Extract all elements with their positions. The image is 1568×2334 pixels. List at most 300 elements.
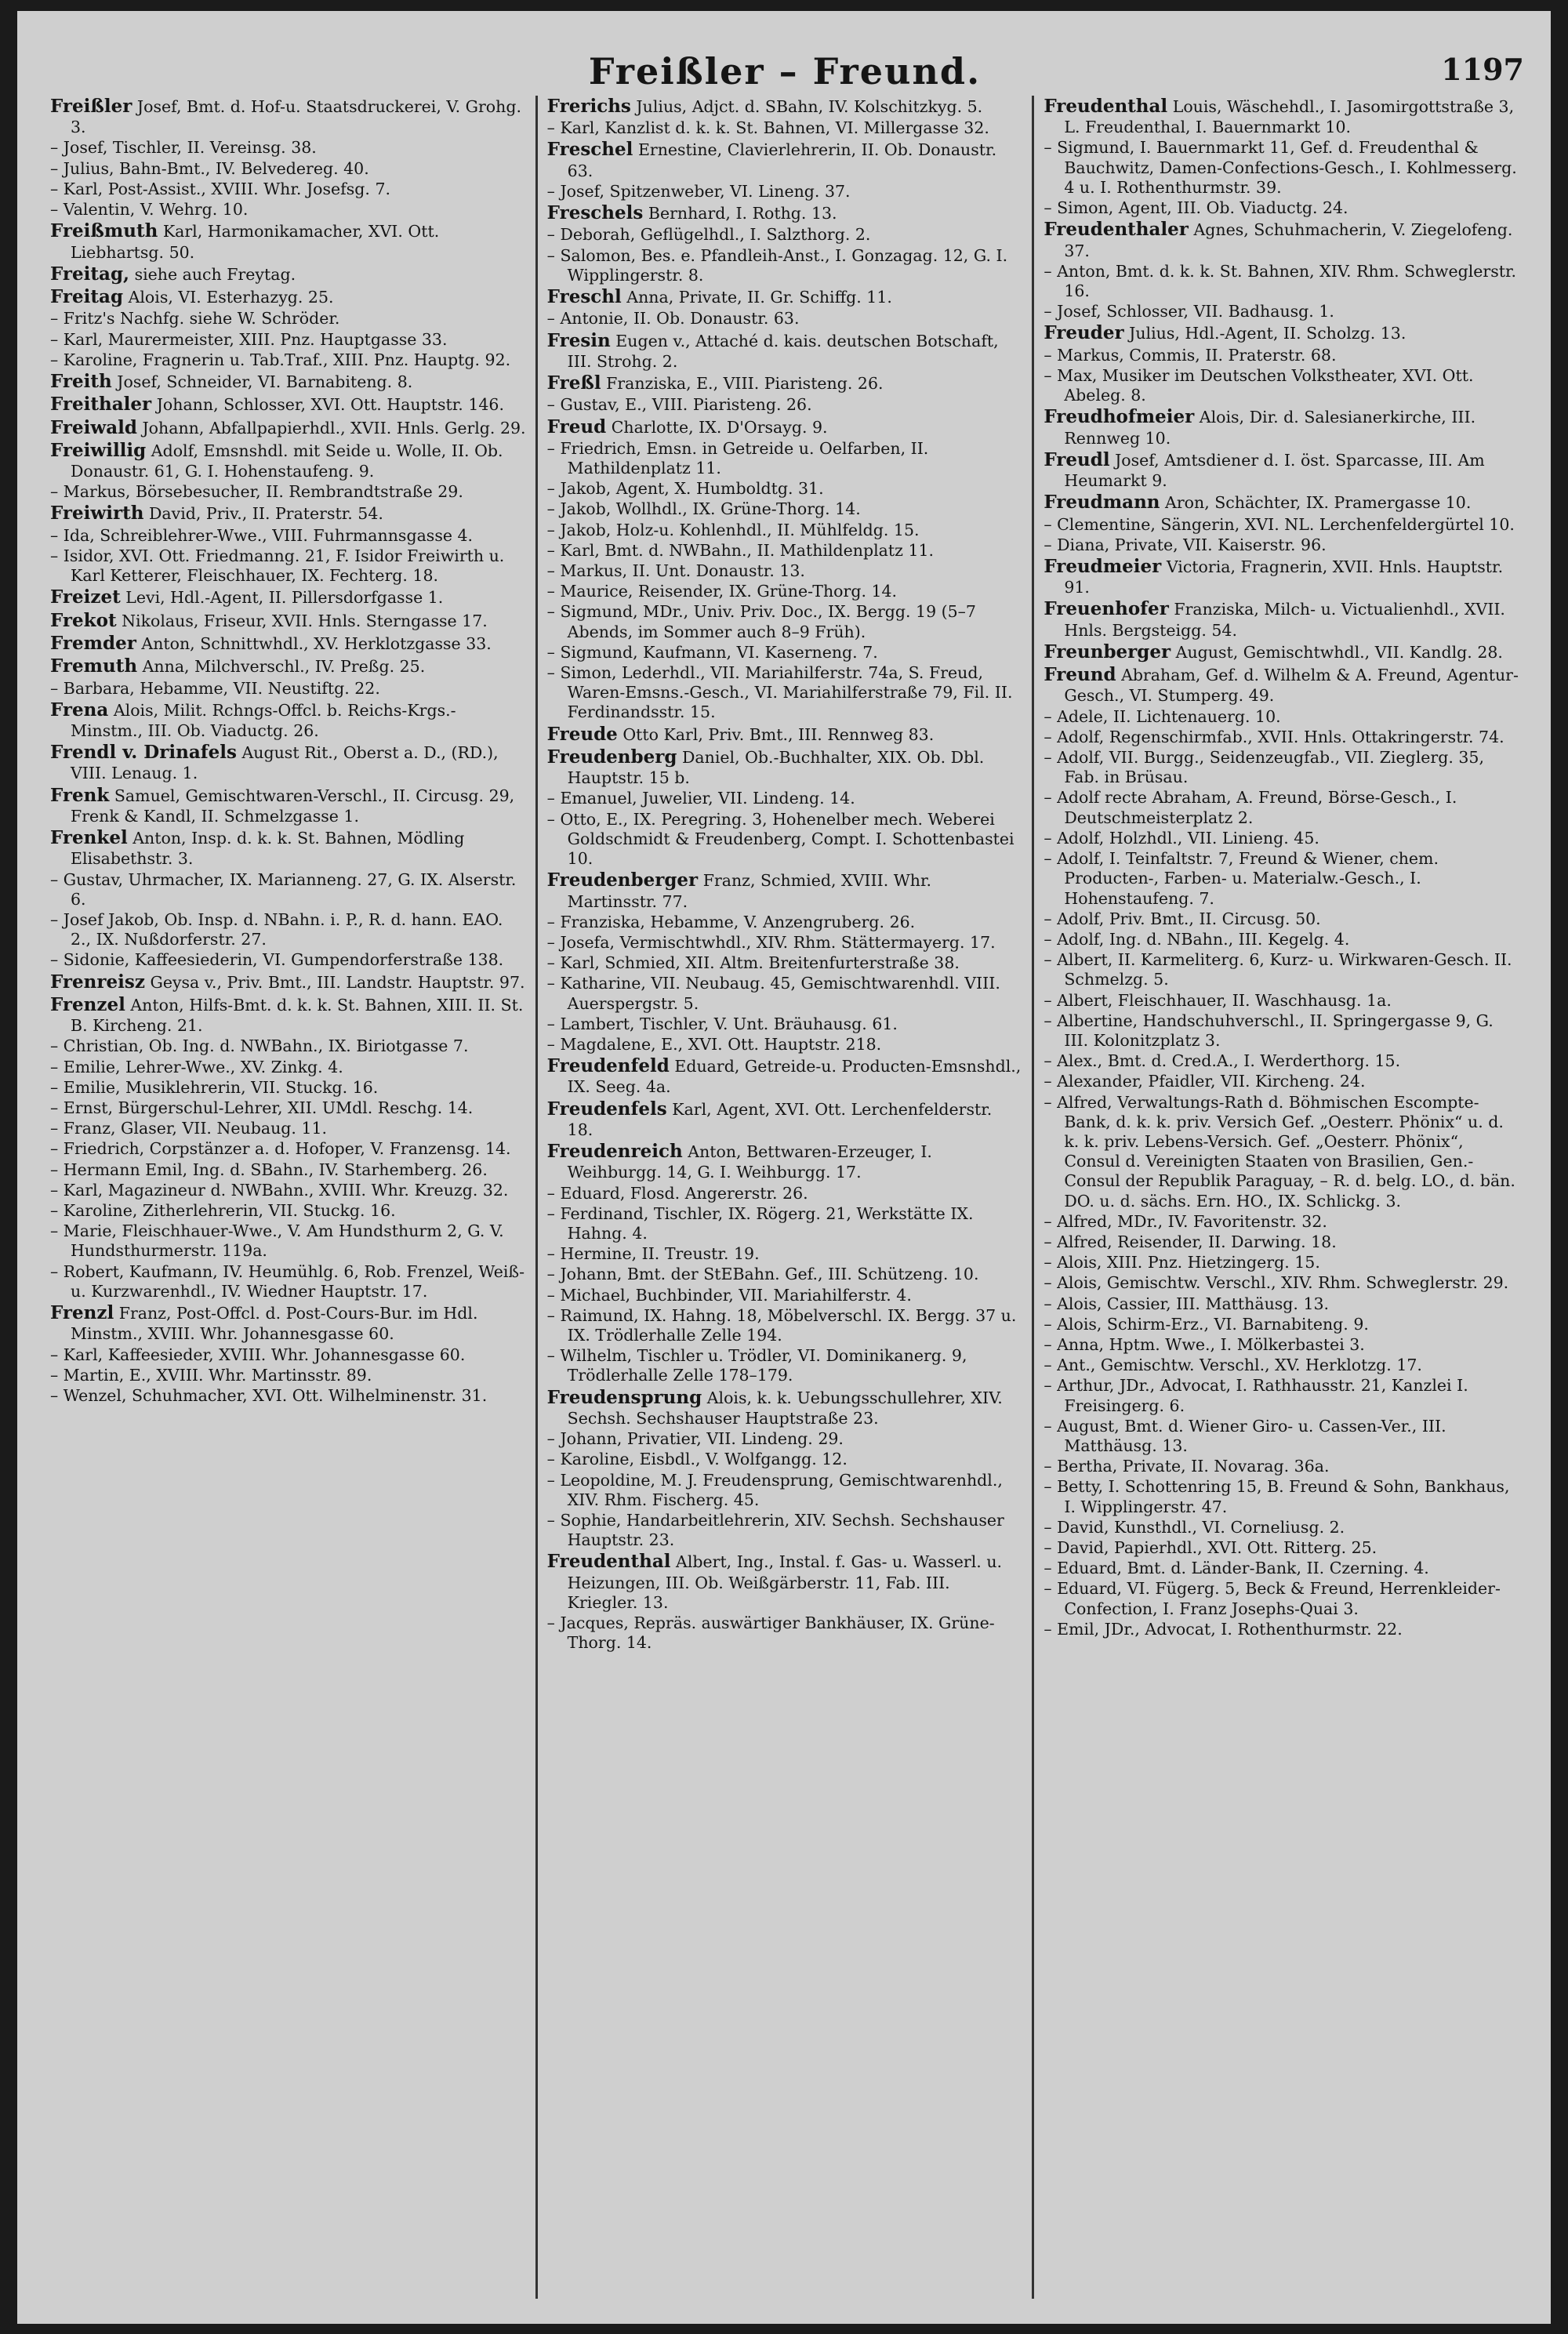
entry-details: – Franziska, Hebamme, V. Anzengruberg. 26. <box>546 912 916 931</box>
directory-entry <box>1044 366 1519 405</box>
entry-details: – Martin, E., XVIII. Whr. Martinsstr. 89. <box>50 1365 372 1385</box>
entry-details: – Maurice, Reisender, IX. Grüne-Thorg. 14. <box>546 582 898 601</box>
entry-details: Agnes, Schuhmacherin, V. Ziegelofeng. 37. <box>1064 220 1513 260</box>
directory-entry <box>50 1262 526 1301</box>
directory-entry <box>1044 449 1519 491</box>
entry-surname: Frenk <box>50 784 110 806</box>
directory-entry <box>547 479 1023 499</box>
directory-entry <box>1044 991 1519 1011</box>
directory-entry <box>547 439 1023 478</box>
directory-entry <box>1044 748 1519 787</box>
entry-details: – Adolf, VII. Burgg., Seidenzeugfab., VII. Zieglerg. 35, Fab. in Brüsau. <box>1044 748 1484 787</box>
entry-surname: Freißler <box>50 96 132 117</box>
entry-details: Geysa v., Priv. Bmt., III. Landstr. Hauptstr. 97. <box>150 972 525 992</box>
entry-surname: Freiwillig <box>50 439 147 461</box>
entry-surname: Freschl <box>546 286 622 308</box>
entry-details: Samuel, Gemischtwaren-Verschl., II. Circusg. 29, Frenk & Kandl, II. Schmelzgasse 1. <box>71 786 515 826</box>
directory-entry <box>547 1551 1023 1613</box>
entry-details: – Lambert, Tischler, V. Unt. Bräuhausg. 61. <box>546 1014 898 1033</box>
entry-details: – Emil, JDr., Advocat, I. Rothenthurmstr. 22. <box>1044 1619 1403 1639</box>
entry-details: Anna, Milchverschl., IV. Preßg. 25. <box>142 657 426 677</box>
directory-entry <box>547 286 1023 308</box>
directory-entry <box>50 633 526 655</box>
entry-details: – Josef, Schlosser, VII. Badhausg. 1. <box>1044 302 1334 321</box>
entry-details: – Josef, Tischler, II. Vereinsg. 38. <box>50 138 317 158</box>
entry-surname: Frenzl <box>50 1302 114 1324</box>
entry-details: Franziska, E., VIII. Piaristeng. 26. <box>606 374 884 394</box>
entry-details: – Karl, Kaffeesieder, XVIII. Whr. Johannesgasse 60. <box>50 1345 466 1364</box>
directory-entry <box>50 1181 526 1200</box>
entry-details: – Diana, Private, VII. Kaiserstr. 96. <box>1044 535 1327 554</box>
entry-details: – Christian, Ob. Ing. d. NWBahn., IX. Biriotgasse 7. <box>50 1036 469 1056</box>
directory-entry <box>547 1286 1023 1305</box>
directory-entry <box>1044 728 1519 747</box>
directory-entry <box>50 1058 526 1077</box>
directory-entry <box>547 724 1023 746</box>
directory-entry <box>50 870 526 909</box>
entry-details: – Gustav, E., VIII. Piaristeng. 26. <box>546 395 812 415</box>
entry-details: – Albertine, Handschuhverschl., II. Springergasse 9, G. III. Kolonitzplatz 3. <box>1044 1011 1494 1050</box>
entry-details: – Hermine, II. Treustr. 19. <box>546 1244 760 1264</box>
entry-details: – Adele, II. Lichtenauerg. 10. <box>1044 706 1281 726</box>
entry-details: – Markus, Commis, II. Praterstr. 68. <box>1044 345 1337 365</box>
column-3 <box>1032 96 1529 2299</box>
entry-details: – August, Bmt. d. Wiener Giro- u. Cassen-Ver., III. Matthäusg. 13. <box>1044 1416 1446 1455</box>
entry-details: – David, Papierhdl., XVI. Ott. Ritterg. 25. <box>1044 1538 1377 1557</box>
directory-entry <box>1044 1559 1519 1578</box>
entry-details: – Josef, Spitzenweber, VI. Lineng. 37. <box>546 181 851 201</box>
entry-details: siehe auch Freytag. <box>134 264 296 284</box>
directory-entry <box>1044 302 1519 321</box>
entry-details: – Deborah, Geflügelhdl., I. Salzthorg. 2. <box>546 225 871 245</box>
directory-entry <box>50 1366 526 1385</box>
entry-details: Bernhard, I. Rothg. 13. <box>648 204 837 223</box>
directory-entry <box>1044 1335 1519 1355</box>
entry-details: Johann, Schlosser, XVI. Ott. Hauptstr. 146. <box>156 395 504 415</box>
entry-details: Alois, Dir. d. Salesianerkirche, III. Rennweg 10. <box>1064 408 1476 448</box>
entry-surname: Freunberger <box>1044 641 1171 662</box>
entry-details: – Eduard, VI. Fügerg. 5, Beck & Freund, Herrenkleider-Confection, I. Franz Josephs-Quai 3. <box>1044 1579 1501 1618</box>
entry-details: – Emilie, Musiklehrerin, VII. Stuckg. 16. <box>50 1077 379 1097</box>
entry-details: Louis, Wäschehdl., I. Jasomirgottstraße 3, L. Freudenthal, I. Bauernmarkt 10. <box>1064 97 1515 137</box>
directory-entry <box>50 159 526 179</box>
directory-entry <box>1044 1093 1519 1211</box>
directory-entry <box>547 182 1023 201</box>
entry-surname: Fremuth <box>50 655 138 677</box>
entry-details: Nikolaus, Friseur, XVII. Hnls. Sterngasse 17. <box>122 611 488 630</box>
directory-entry <box>50 827 526 869</box>
directory-entry <box>1044 1538 1519 1558</box>
directory-entry <box>1044 598 1519 640</box>
directory-entry <box>1044 556 1519 597</box>
entry-details: Anton, Insp. d. k. k. St. Bahnen, Mödling Elisabethstr. 3. <box>71 829 465 869</box>
entry-details: – Adolf recte Abraham, A. Freund, Börse-Gesch., I. Deutschmeisterplatz 2. <box>1044 788 1457 827</box>
entry-details: Ernestine, Clavierlehrerin, II. Ob. Donaustr. 63. <box>567 140 997 180</box>
entry-details: – Josef Jakob, Ob. Insp. d. NBahn. i. P., R. d. hann. EAO. 2., IX. Nußdorferstr. 27. <box>50 910 503 949</box>
directory-entry <box>547 869 1023 911</box>
entry-surname: Fremder <box>50 632 136 654</box>
directory-entry <box>50 180 526 199</box>
entry-details: August Rit., Oberst a. D., (RD.), VIII. Lenaug. 1. <box>71 743 499 783</box>
entry-details: – Katharine, VII. Neubaug. 45, Gemischtwarenhdl. VIII. Auerspergstr. 5. <box>546 974 1000 1013</box>
entry-details: – Alois, Gemischtw. Verschl., XIV. Rhm. Schweglerstr. 29. <box>1044 1273 1509 1293</box>
entry-details: – Alois, XIII. Pnz. Hietzingerg. 15. <box>1044 1253 1320 1272</box>
entry-details: Adolf, Emsnshdl. mit Seide u. Wolle, II. Ob. Donaustr. 61, G. I. Hohenstaufeng. 9. <box>71 441 503 481</box>
directory-entry <box>547 1265 1023 1284</box>
directory-entry <box>50 350 526 370</box>
entry-details: – Sigmund, Kaufmann, VI. Kaserneng. 7. <box>546 642 878 662</box>
directory-entry <box>50 200 526 220</box>
entry-details: – Betty, I. Schottenring 15, B. Freund & Sohn, Bankhaus, I. Wipplingerstr. 47. <box>1044 1477 1510 1516</box>
entry-surname: Freudhofmeier <box>1044 406 1195 428</box>
directory-entry <box>1044 1315 1519 1334</box>
directory-entry <box>1044 1051 1519 1071</box>
entry-surname: Freuder <box>1044 322 1124 344</box>
entry-details: – Friedrich, Emsn. in Getreide u. Oelfarben, II. Mathildenplatz 11. <box>546 438 929 477</box>
directory-entry <box>547 499 1023 519</box>
entry-surname: Freschel <box>546 139 633 161</box>
column-2 <box>535 96 1033 2299</box>
directory-entry <box>50 586 526 608</box>
entry-surname: Frendl v. Drinafels <box>50 742 237 764</box>
entry-details: – Johann, Bmt. der StEBahn. Gef., III. Schützeng. 10. <box>546 1265 979 1284</box>
directory-entry <box>50 1201 526 1221</box>
entry-surname: Fresin <box>546 329 611 351</box>
running-head: Freißler – Freund. <box>588 50 982 93</box>
directory-entry <box>547 643 1023 662</box>
entry-details: Josef, Amtsdiener d. I. öst. Sparcasse, III. Am Heumarkt 9. <box>1064 450 1485 491</box>
entry-details: August, Gemischtwhdl., VII. Kandlg. 28. <box>1175 642 1503 662</box>
entry-details: – Raimund, IX. Hahng. 18, Möbelverschl. IX. Bergg. 37 u. IX. Trödlerhalle Zelle 194. <box>546 1305 1017 1345</box>
entry-details: – Karoline, Fragnerin u. Tab.Traf., XIII. Pnz. Hauptg. 92. <box>50 350 511 369</box>
entry-details: – Karl, Bmt. d. NWBahn., II. Mathildenplatz 11. <box>546 540 935 560</box>
entry-surname: Frekot <box>50 609 117 631</box>
entry-details: – Josefa, Vermischtwhdl., XIV. Rhm. Stättermayerg. 17. <box>546 932 996 952</box>
directory-entry <box>547 810 1023 869</box>
directory-entry <box>547 1244 1023 1264</box>
entry-details: – Simon, Lederhdl., VII. Mariahilferstr. 74a, S. Freud, Waren-Emsns.-Gesch., VI. Mariahilferstraße 79, Fil. II. Ferdinandsstr. 15. <box>546 663 1013 722</box>
directory-entry <box>50 417 526 439</box>
entry-details: – Anton, Bmt. d. k. k. St. Bahnen, XIV. Rhm. Schweglerstr. 16. <box>1044 261 1517 300</box>
directory-entry <box>547 1184 1023 1203</box>
directory-entry <box>547 1098 1023 1140</box>
entry-details: Franziska, Milch- u. Victualienhdl., XVII. Hnls. Bergsteigg. 54. <box>1064 600 1505 640</box>
directory-entry <box>1044 930 1519 949</box>
directory-entry <box>547 1055 1023 1097</box>
entry-details: – Alex., Bmt. d. Cred.A., I. Werderthorg. 15. <box>1044 1051 1401 1071</box>
directory-entry <box>1044 788 1519 827</box>
directory-entry <box>50 1221 526 1261</box>
directory-entry <box>547 561 1023 581</box>
directory-entry <box>547 746 1023 788</box>
entry-details: – Wilhelm, Tischler u. Trödler, VI. Dominikanerg. 9, Trödlerhalle Zelle 178–179. <box>546 1346 967 1385</box>
directory-entry <box>50 482 526 502</box>
entry-details: – Adolf, Ing. d. NBahn., III. Kegelg. 4. <box>1044 929 1350 949</box>
directory-entry <box>547 1511 1023 1550</box>
directory-entry <box>547 521 1023 540</box>
directory-entry <box>547 1429 1023 1449</box>
directory-entry <box>547 1346 1023 1385</box>
entry-details: – Ernst, Bürgerschul-Lehrer, XII. UMdl. Reschg. 14. <box>50 1098 474 1118</box>
directory-entry <box>547 395 1023 415</box>
directory-entry <box>50 1302 526 1344</box>
directory-entry <box>50 138 526 158</box>
directory-entry <box>1044 1011 1519 1051</box>
entry-details: – Robert, Kaufmann, IV. Heumühlg. 6, Rob. Frenzel, Weiß- u. Kurzwarenhdl., IV. Wiedner Hauptstr. 17. <box>50 1261 525 1301</box>
entry-surname: Freßl <box>546 372 601 394</box>
directory-entry <box>547 330 1023 372</box>
entry-details: – Clementine, Sängerin, XVI. NL. Lerchenfeldergürtel 10. <box>1044 514 1515 534</box>
directory-entry <box>50 1098 526 1118</box>
entry-surname: Freudmann <box>1044 492 1160 514</box>
directory-entry <box>547 663 1023 723</box>
directory-entry <box>547 246 1023 285</box>
entry-details: – Adolf, Holzhdl., VII. Linieng. 45. <box>1044 828 1319 848</box>
entry-surname: Freißmuth <box>50 220 158 242</box>
page-header <box>41 50 1529 96</box>
entry-details: Franz, Schmied, XVIII. Whr. Martinsstr. 77. <box>567 871 932 911</box>
entry-surname: Frenreisz <box>50 971 145 993</box>
directory-entry <box>1044 1294 1519 1314</box>
entry-surname: Frerichs <box>546 96 631 117</box>
entry-details: – Emilie, Lehrer-Wwe., XV. Zinkg. 4. <box>50 1057 343 1076</box>
directory-entry <box>1044 1356 1519 1375</box>
directory-entry <box>1044 96 1519 137</box>
entry-surname: Freund <box>1044 664 1116 686</box>
entry-surname: Freudl <box>1044 448 1110 470</box>
entry-details: Levi, Hdl.-Agent, II. Pillersdorfgasse 1. <box>125 588 444 608</box>
entry-details: – Sidonie, Kaffeesiederin, VI. Gumpendorferstraße 138. <box>50 950 504 970</box>
directory-entry <box>50 220 526 262</box>
directory-entry <box>50 263 526 285</box>
entry-details: Eugen v., Attaché d. kais. deutschen Botschaft, III. Strohg. 2. <box>567 331 999 371</box>
directory-entry <box>50 785 526 826</box>
directory-entry <box>1044 515 1519 535</box>
entry-details: – Alois, Schirm-Erz., VI. Barnabiteng. 9. <box>1044 1314 1369 1334</box>
directory-entry <box>1044 322 1519 344</box>
directory-entry <box>1044 1477 1519 1516</box>
entry-surname: Freud <box>546 416 607 437</box>
entry-details: – David, Kunsthdl., VI. Corneliusg. 2. <box>1044 1517 1345 1537</box>
entry-surname: Freudenreich <box>546 1141 683 1163</box>
directory-entry <box>547 1035 1023 1054</box>
entry-details: – Leopoldine, M. J. Freudensprung, Gemischtwarenhdl., XIV. Rhm. Fischerg. 45. <box>546 1470 1003 1509</box>
directory-entry <box>50 950 526 970</box>
entry-details: – Adolf, I. Teinfaltstr. 7, Freund & Wiener, chem. Producten-, Farben- u. Materialw.-Gesch., I. Hohenstaufeng. 7. <box>1044 849 1439 908</box>
entry-details: Anton, Bettwaren-Erzeuger, I. Weihburgg. 14, G. I. Weihburgg. 17. <box>567 1142 932 1182</box>
directory-entry <box>50 526 526 546</box>
entry-details: – Johann, Privatier, VII. Lindeng. 29. <box>546 1429 844 1449</box>
entry-details: – Emanuel, Juwelier, VII. Lindeng. 14. <box>546 789 855 808</box>
column-1 <box>41 96 535 2299</box>
directory-entry <box>547 789 1023 808</box>
directory-entry <box>1044 1376 1519 1415</box>
entry-details: Johann, Abfallpapierhdl., XVII. Hnls. Gerlg. 29. <box>142 418 526 437</box>
directory-entry <box>547 913 1023 932</box>
entry-details: Alois, VI. Esterhazyg. 25. <box>128 288 334 307</box>
directory-entry <box>547 202 1023 224</box>
directory-entry <box>1044 535 1519 555</box>
entry-details: – Sophie, Handarbeitlehrerin, XIV. Sechsh. Sechshauser Hauptstr. 23. <box>546 1510 1004 1550</box>
directory-entry <box>50 286 526 308</box>
entry-details: – Hermann Emil, Ing. d. SBahn., IV. Starhemberg. 26. <box>50 1160 488 1179</box>
directory-entry <box>50 1160 526 1180</box>
entry-details: – Magdalene, E., XVI. Ott. Hauptstr. 218. <box>546 1034 882 1054</box>
entry-details: – Eduard, Bmt. d. Länder-Bank, II. Czerning. 4. <box>1044 1559 1429 1578</box>
directory-entry <box>1044 1417 1519 1456</box>
entry-details: Josef, Bmt. d. Hof-u. Staatsdruckerei, V. Grohg. 3. <box>71 97 521 137</box>
entry-details: Julius, Adjct. d. SBahn, IV. Kolschitzkyg. 5. <box>636 97 983 116</box>
entry-details: – Barbara, Hebamme, VII. Neustiftg. 22. <box>50 678 380 698</box>
entry-details: – Alfred, Verwaltungs-Rath d. Böhmischen Escompte-Bank, d. k. k. priv. Versich Gef. „Oesterr. Phönix“ u. d. k. k. priv. Lebens-Versich. Gef. „Oesterr. Phönix“, Consul d. Vereinigten Staaten von Brasilien, Gen.-Consul der Republik Paraguay, – R. d. belg. LO., d. bän. DO. u. d. sächs. Ern. HO., IX. Schlickg. 3. <box>1044 1092 1515 1211</box>
entry-details: – Markus, Börsebesucher, II. Rembrandtstraße 29. <box>50 482 463 502</box>
directory-entry <box>547 541 1023 561</box>
entry-details: – Jakob, Holz-u. Kohlenhdl., II. Mühlfeldg. 15. <box>546 520 920 539</box>
directory-entry <box>50 1078 526 1098</box>
directory-entry <box>1044 198 1519 218</box>
entry-details: – Karoline, Zitherlehrerin, VII. Stuckg. 16. <box>50 1201 396 1221</box>
entry-details: – Salomon, Bes. e. Pfandleih-Anst., I. Gonzagag. 12, G. I. Wipplingerstr. 8. <box>546 245 1008 285</box>
entry-details: – Anna, Hptm. Wwe., I. Mölkerbastei 3. <box>1044 1334 1365 1354</box>
entry-surname: Frena <box>50 699 109 721</box>
directory-entry <box>50 1139 526 1159</box>
entry-details: – Ant., Gemischtw. Verschl., XV. Herklotzg. 17. <box>1044 1356 1422 1375</box>
entry-details: – Ferdinand, Tischler, IX. Rögerg. 21, Werkstätte IX. Hahng. 4. <box>546 1203 974 1243</box>
directory-entry <box>547 1450 1023 1469</box>
directory-entry <box>547 582 1023 601</box>
directory-entry <box>50 971 526 993</box>
entry-details: – Simon, Agent, III. Ob. Viaductg. 24. <box>1044 198 1348 218</box>
entry-details: Abraham, Gef. d. Wilhelm & A. Freund, Agentur-Gesch., VI. Stumperg. 49. <box>1064 666 1519 706</box>
entry-surname: Freitag <box>50 286 124 308</box>
directory-entry <box>50 994 526 1036</box>
entry-details: – Markus, II. Unt. Donaustr. 13. <box>546 561 805 581</box>
directory-entry <box>547 96 1023 118</box>
entry-surname: Freuenhofer <box>1044 598 1169 620</box>
directory-entry <box>1044 1457 1519 1476</box>
directory-entry <box>50 96 526 137</box>
directory-entry <box>547 1471 1023 1510</box>
entry-details: – Wenzel, Schuhmacher, XVI. Ott. Wilhelminenstr. 31. <box>50 1385 488 1405</box>
directory-entry <box>1044 829 1519 848</box>
entry-surname: Freudenthal <box>546 1551 671 1573</box>
entry-surname: Freithaler <box>50 394 152 416</box>
directory-entry <box>50 742 526 783</box>
entry-details: – Gustav, Uhrmacher, IX. Marianneng. 27, G. IX. Alserstr. 6. <box>50 869 517 909</box>
entry-details: – Karl, Post-Assist., XVIII. Whr. Josefsg. 7. <box>50 179 391 198</box>
entry-surname: Freudenberger <box>546 869 699 891</box>
entry-details: – Franz, Glaser, VII. Neubaug. 11. <box>50 1119 328 1138</box>
entry-details: – Karl, Kanzlist d. k. k. St. Bahnen, VI. Millergasse 32. <box>546 118 989 138</box>
entry-surname: Freitag, <box>50 263 130 285</box>
directory-entry <box>1044 1253 1519 1272</box>
entry-details: – Otto, E., IX. Peregring. 3, Hohenelber mech. Weberei Goldschmidt & Freudenberg, Compt. I. Schottenbastei 10. <box>546 809 1014 869</box>
directory-entry <box>50 440 526 481</box>
entry-details: – Friedrich, Corpstänzer a. d. Hofoper, V. Franzensg. 14. <box>50 1139 511 1159</box>
entry-details: – Sigmund, I. Bauernmarkt 11, Gef. d. Freudenthal & Bauchwitz, Damen-Confections-Gesch., I. Kohlmesserg. 4 u. I. Rothenthurmstr. 39. <box>1044 138 1517 197</box>
entry-details: Charlotte, IX. D'Orsayg. 9. <box>611 417 828 437</box>
entry-details: – Jacques, Repräs. auswärtiger Bankhäuser, IX. Grüne-Thorg. 14. <box>546 1613 995 1653</box>
entry-details: – Alois, Cassier, III. Matthäusg. 13. <box>1044 1294 1330 1313</box>
directory-entry <box>547 309 1023 329</box>
directory-entry <box>547 1015 1023 1034</box>
directory-entry <box>1044 1072 1519 1091</box>
entry-details: Anna, Private, II. Gr. Schiffg. 11. <box>626 288 892 307</box>
directory-entry <box>547 1141 1023 1182</box>
directory-entry <box>1044 406 1519 448</box>
entry-details: Karl, Agent, XVI. Ott. Lerchenfelderstr. 18. <box>567 1099 993 1139</box>
directory-entry <box>50 699 526 741</box>
entry-details: – Fritz's Nachfg. siehe W. Schröder. <box>50 309 340 329</box>
entry-details: – Albert, Fleischhauer, II. Waschhausg. 1a. <box>1044 990 1392 1010</box>
directory-entry <box>547 416 1023 438</box>
entry-details: – Eduard, Flosd. Angererstr. 26. <box>546 1183 808 1203</box>
entry-details: – Antonie, II. Ob. Donaustr. 63. <box>546 309 800 329</box>
entry-surname: Freudenfeld <box>546 1055 670 1077</box>
directory-entry <box>50 546 526 586</box>
entry-surname: Freiwirth <box>50 503 144 525</box>
entry-details: Anton, Schnittwhdl., XV. Herklotzgasse 33. <box>141 633 492 653</box>
directory-entry <box>1044 346 1519 365</box>
directory-entry <box>547 1613 1023 1653</box>
entry-details: – Karl, Magazineur d. NWBahn., XVIII. Whr. Kreuzg. 32. <box>50 1180 509 1200</box>
directory-entry <box>50 1386 526 1406</box>
directory-entry <box>547 933 1023 953</box>
directory-entry <box>1044 1579 1519 1618</box>
directory-entry <box>50 610 526 632</box>
entry-details: – Albert, II. Karmeliterg. 6, Kurz- u. Wirkwaren-Gesch. II. Schmelzg. 5. <box>1044 950 1512 989</box>
directory-entry <box>50 910 526 949</box>
entry-surname: Frenkel <box>50 827 128 849</box>
entry-details: – Karoline, Eisbdl., V. Wolfgangg. 12. <box>546 1450 848 1469</box>
entry-details: Karl, Harmonikamacher, XVI. Ott. Liebhartsg. 50. <box>71 222 440 262</box>
entry-details: Franz, Post-Offcl. d. Post-Cours-Bur. im Hdl. Minstm., XVIII. Whr. Johannesgasse 60. <box>71 1304 478 1344</box>
entry-details: – Julius, Bahn-Bmt., IV. Belvedereg. 40. <box>50 158 369 178</box>
directory-entry <box>1044 909 1519 929</box>
directory-entry <box>547 974 1023 1013</box>
entry-details: – Adolf, Regenschirmfab., XVII. Hnls. Ottakringerstr. 74. <box>1044 727 1504 746</box>
entry-details: – Karl, Maurermeister, XIII. Pnz. Hauptgasse 33. <box>50 329 448 349</box>
entry-details: – Valentin, V. Wehrg. 10. <box>50 200 249 220</box>
directory-entry <box>50 371 526 393</box>
entry-details: Otto Karl, Priv. Bmt., III. Rennweg 83. <box>622 724 935 744</box>
entry-details: – Max, Musiker im Deutschen Volkstheater, XVI. Ott. Abeleg. 8. <box>1044 365 1474 405</box>
directory-entry <box>50 330 526 350</box>
directory-entry <box>1044 1232 1519 1252</box>
directory-entry <box>50 1036 526 1056</box>
directory-entry <box>547 118 1023 138</box>
directory-entry <box>1044 1212 1519 1232</box>
entry-surname: Freude <box>546 723 618 745</box>
directory-entry <box>1044 219 1519 260</box>
directory-entry <box>50 503 526 525</box>
entry-details: – Arthur, JDr., Advocat, I. Rathhausstr. 21, Kanzlei I. Freisingerg. 6. <box>1044 1376 1468 1415</box>
entry-surname: Freudenthaler <box>1044 219 1189 241</box>
directory-entry <box>547 1387 1023 1428</box>
directory-entry <box>50 1119 526 1138</box>
entry-surname: Freudmeier <box>1044 555 1162 577</box>
directory-entry <box>1044 262 1519 301</box>
entry-details: – Sigmund, MDr., Univ. Priv. Doc., IX. Bergg. 19 (5–7 Abends, im Sommer auch 8–9 Früh). <box>546 602 976 641</box>
directory-entry <box>547 602 1023 641</box>
directory-entry <box>1044 492 1519 514</box>
directory-entry <box>547 372 1023 394</box>
entry-surname: Freschels <box>546 202 644 224</box>
entry-details: Aron, Schächter, IX. Pramergasse 10. <box>1165 493 1472 513</box>
directory-entry <box>1044 707 1519 727</box>
directory-entry <box>547 1306 1023 1345</box>
entry-details: Victoria, Fragnerin, XVII. Hnls. Hauptstr. 91. <box>1064 557 1504 597</box>
